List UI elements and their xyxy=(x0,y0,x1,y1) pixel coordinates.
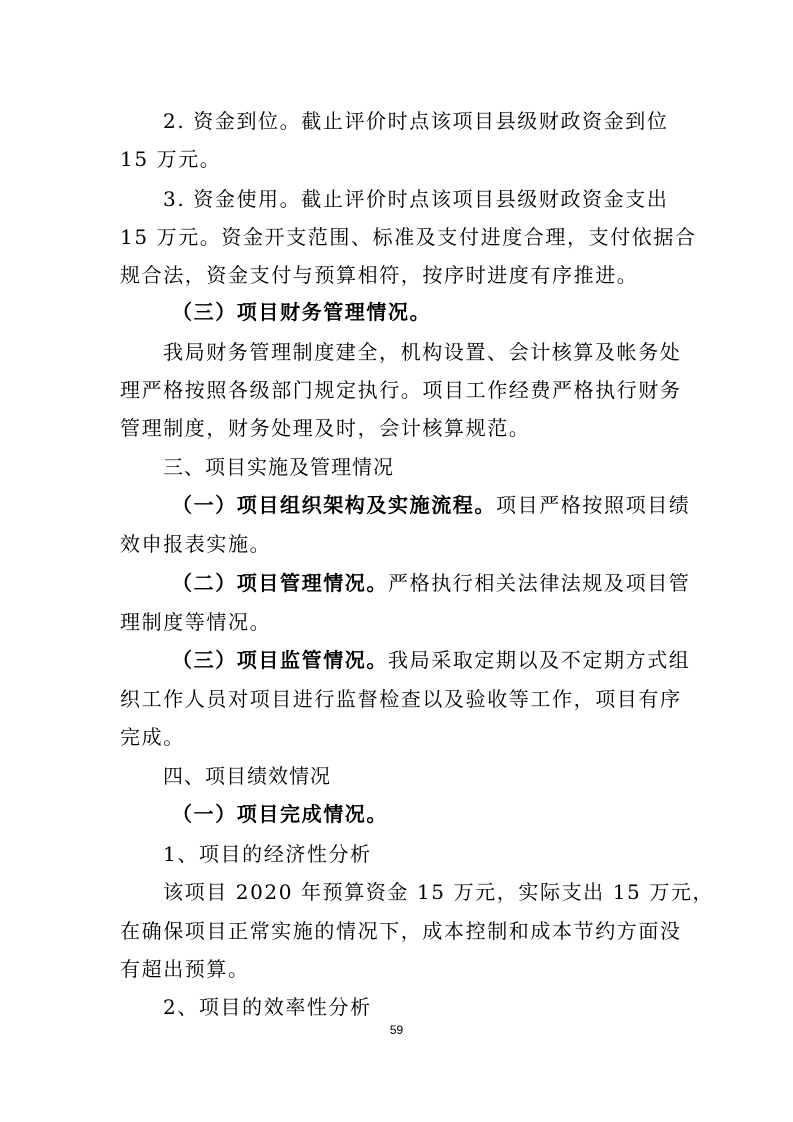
inline-text: 严格执行相关法律法规及项目管 xyxy=(388,571,691,595)
paragraph-line: 理制度等情况。 xyxy=(120,610,272,634)
paragraph-line: 2、项目的效率性分析 xyxy=(163,995,372,1019)
paragraph-line xyxy=(172,647,690,673)
inline-text: 项目严格按照项目绩 xyxy=(496,493,691,517)
paragraph-line: 管理制度，财务处理及时，会计核算规范。 xyxy=(120,416,531,440)
paragraph-line: 规合法，资金支付与预算相符，按序时进度有序推进。 xyxy=(120,263,639,287)
paragraph-line: 有超出预算。 xyxy=(120,957,250,981)
section-heading: （三）项目财务管理情况。 xyxy=(172,300,432,324)
section-heading: （一）项目完成情况。 xyxy=(172,802,388,826)
paragraph-line: 在确保项目正常实施的情况下，成本控制和成本节约方面没 xyxy=(120,919,682,943)
inline-heading: （三）项目监管情况。 xyxy=(172,648,388,672)
paragraph-line: 该项目 2020 年预算资金 15 万元，实际支出 15 万元， xyxy=(163,880,715,904)
paragraph-line xyxy=(172,492,690,518)
page-number: 59 xyxy=(389,1023,404,1037)
paragraph-line: 效申报表实施。 xyxy=(120,532,272,556)
paragraph-line xyxy=(172,570,690,596)
inline-text: 我局采取定期以及不定期方式组 xyxy=(388,648,691,672)
chapter-heading: 四、项目绩效情况 xyxy=(163,764,331,788)
paragraph-line: 2. 资金到位。截止评价时点该项目县级财政资金到位 xyxy=(163,109,669,133)
chapter-heading: 三、项目实施及管理情况 xyxy=(163,455,394,479)
paragraph-line: 15 万元。 xyxy=(120,147,222,171)
paragraph-line: 理严格按照各级部门规定执行。项目工作经费严格执行财务 xyxy=(120,378,682,402)
paragraph-line: 我局财务管理制度建全，机构设置、会计核算及帐务处 xyxy=(163,340,682,364)
paragraph-line: 1、项目的经济性分析 xyxy=(163,842,372,866)
inline-heading: （二）项目管理情况。 xyxy=(172,571,388,595)
paragraph-line: 3. 资金使用。截止评价时点该项目县级财政资金支出 xyxy=(163,187,669,211)
paragraph-line: 15 万元。资金开支范围、标准及支付进度合理，支付依据合 xyxy=(120,225,697,249)
inline-heading: （一）项目组织架构及实施流程。 xyxy=(172,493,496,517)
paragraph-line: 完成。 xyxy=(120,725,185,749)
paragraph-line: 织工作人员对项目进行监督检查以及验收等工作，项目有序 xyxy=(120,687,682,711)
